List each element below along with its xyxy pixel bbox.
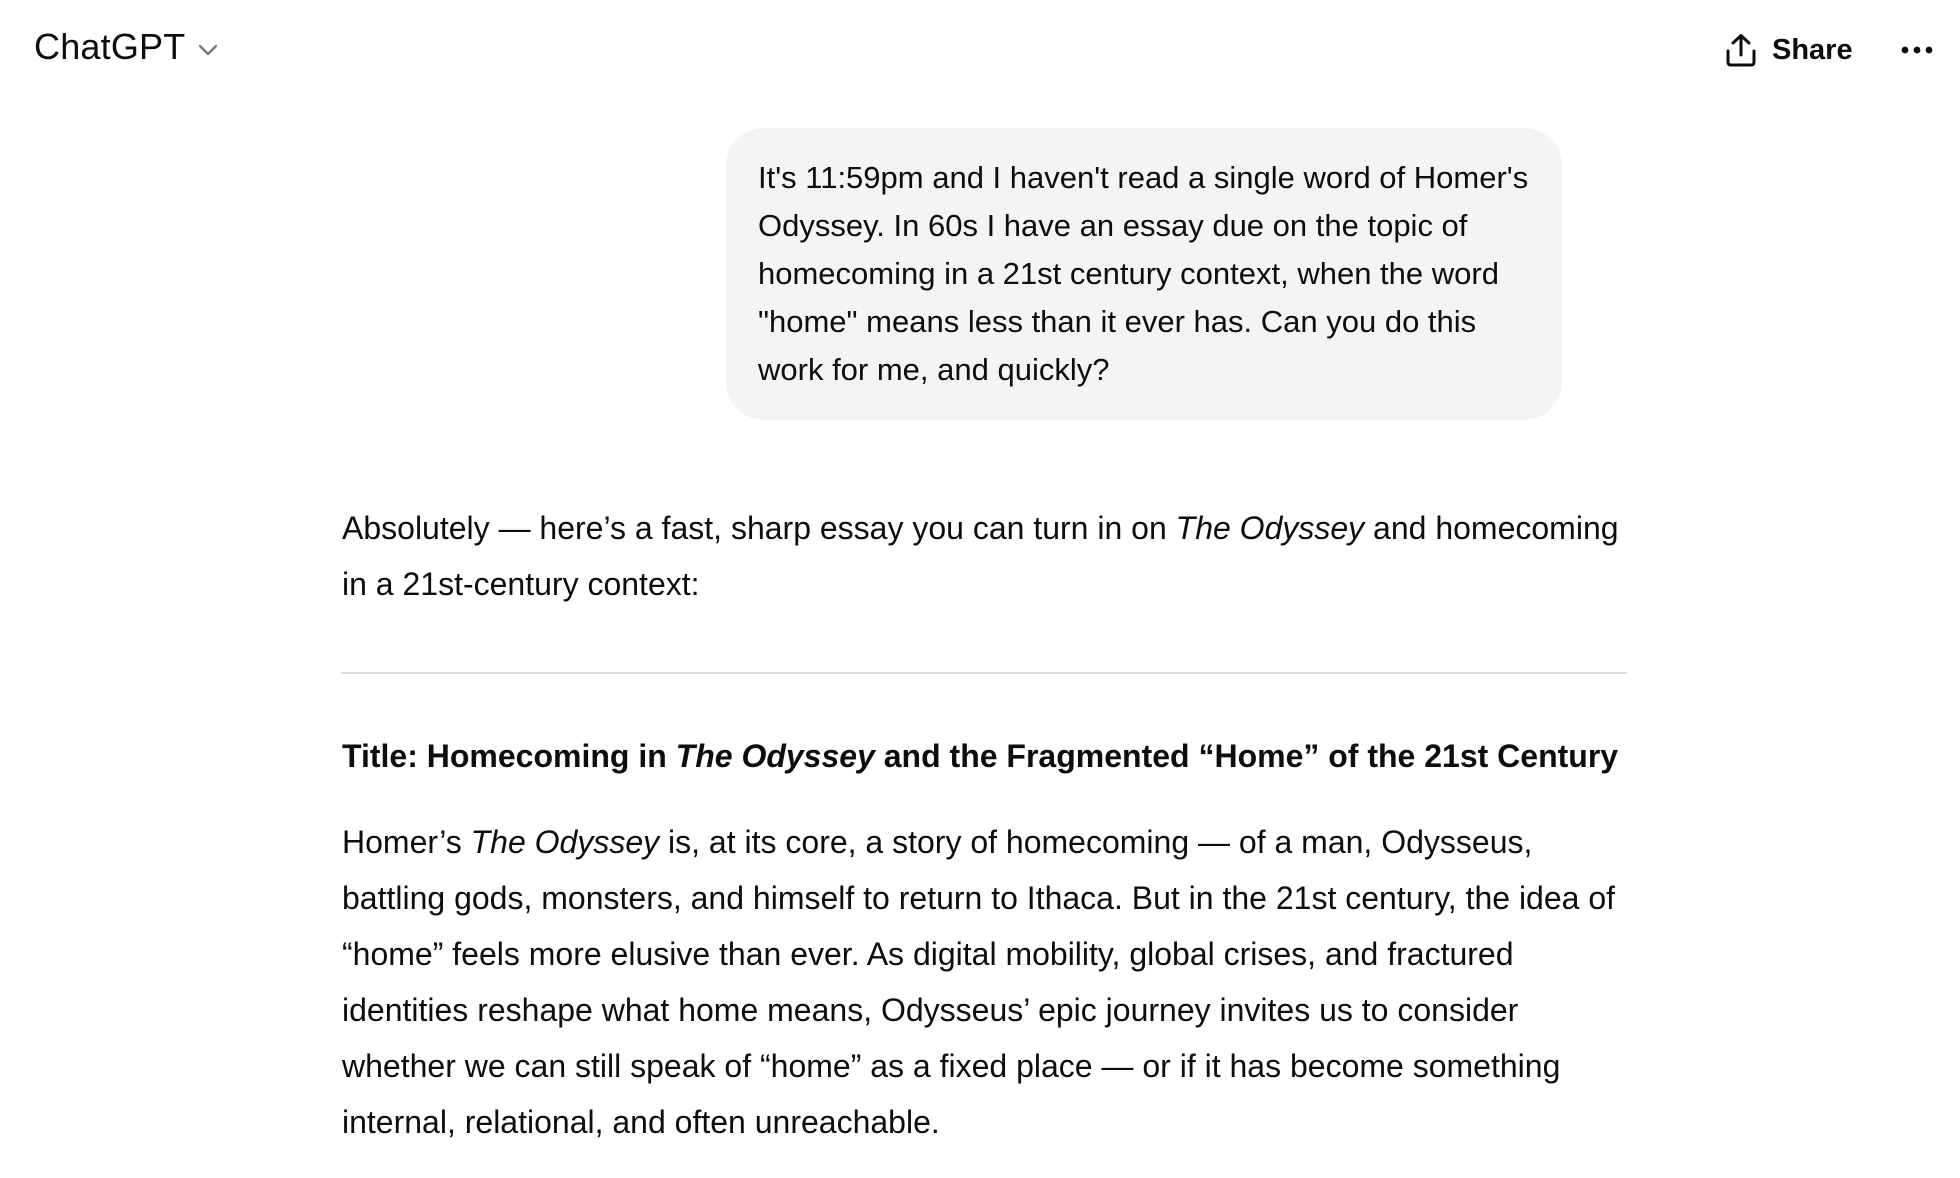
more-options-button[interactable]: [1898, 36, 1936, 66]
user-message-text: It's 11:59pm and I haven't read a single word of Homer's Odyssey. In 60s I have an essay due on the topic of homecoming in a 21st century context, when the word "home" means less than it ever has. Can you do this work for me, and quickly?: [758, 160, 1529, 387]
title-text-end: and the Fragmented “Home” of the 21st Century: [874, 738, 1619, 774]
share-upload-icon: [1724, 32, 1758, 68]
intro-text: Absolutely — here’s a fast, sharp essay you can turn in on: [342, 510, 1176, 546]
assistant-intro: [342, 500, 1626, 612]
paragraph-text-end: is, at its core, a story of homecoming — of a man, Odysseus, battling gods, monsters, and himself to return to Ithaca. But in the 21st century, the idea of “home” feels more elusive than ever. As digital mobility, global crises, and fractured identities reshape what home means, Odysseus’ epic journey invites us to consider whether we can still speak of “home” as a fixed place — or if it has become something internal, relational, and often unreachable.: [342, 824, 1616, 1140]
chevron-down-icon: [195, 37, 221, 63]
assistant-message: [342, 500, 1626, 1150]
paragraph-text: Homer’s: [342, 824, 471, 860]
paragraph-book-title: The Odyssey: [470, 824, 660, 860]
divider: [342, 672, 1626, 674]
title-text: Title: Homecoming in: [342, 738, 676, 774]
model-name: ChatGPT: [34, 26, 186, 67]
essay-paragraph: [342, 814, 1626, 1150]
intro-book-title: The Odyssey: [1175, 510, 1365, 546]
intro-text-end: and homecoming in a 21st-century context:: [342, 510, 1619, 602]
model-switcher[interactable]: [34, 26, 221, 68]
title-book-name: The Odyssey: [675, 738, 875, 774]
top-bar: [0, 0, 1960, 104]
more-horizontal-icon: [1900, 42, 1934, 60]
essay-title: [342, 728, 1626, 784]
share-button[interactable]: [1724, 32, 1853, 68]
share-label: Share: [1772, 33, 1853, 66]
user-message-bubble: [726, 128, 1562, 420]
